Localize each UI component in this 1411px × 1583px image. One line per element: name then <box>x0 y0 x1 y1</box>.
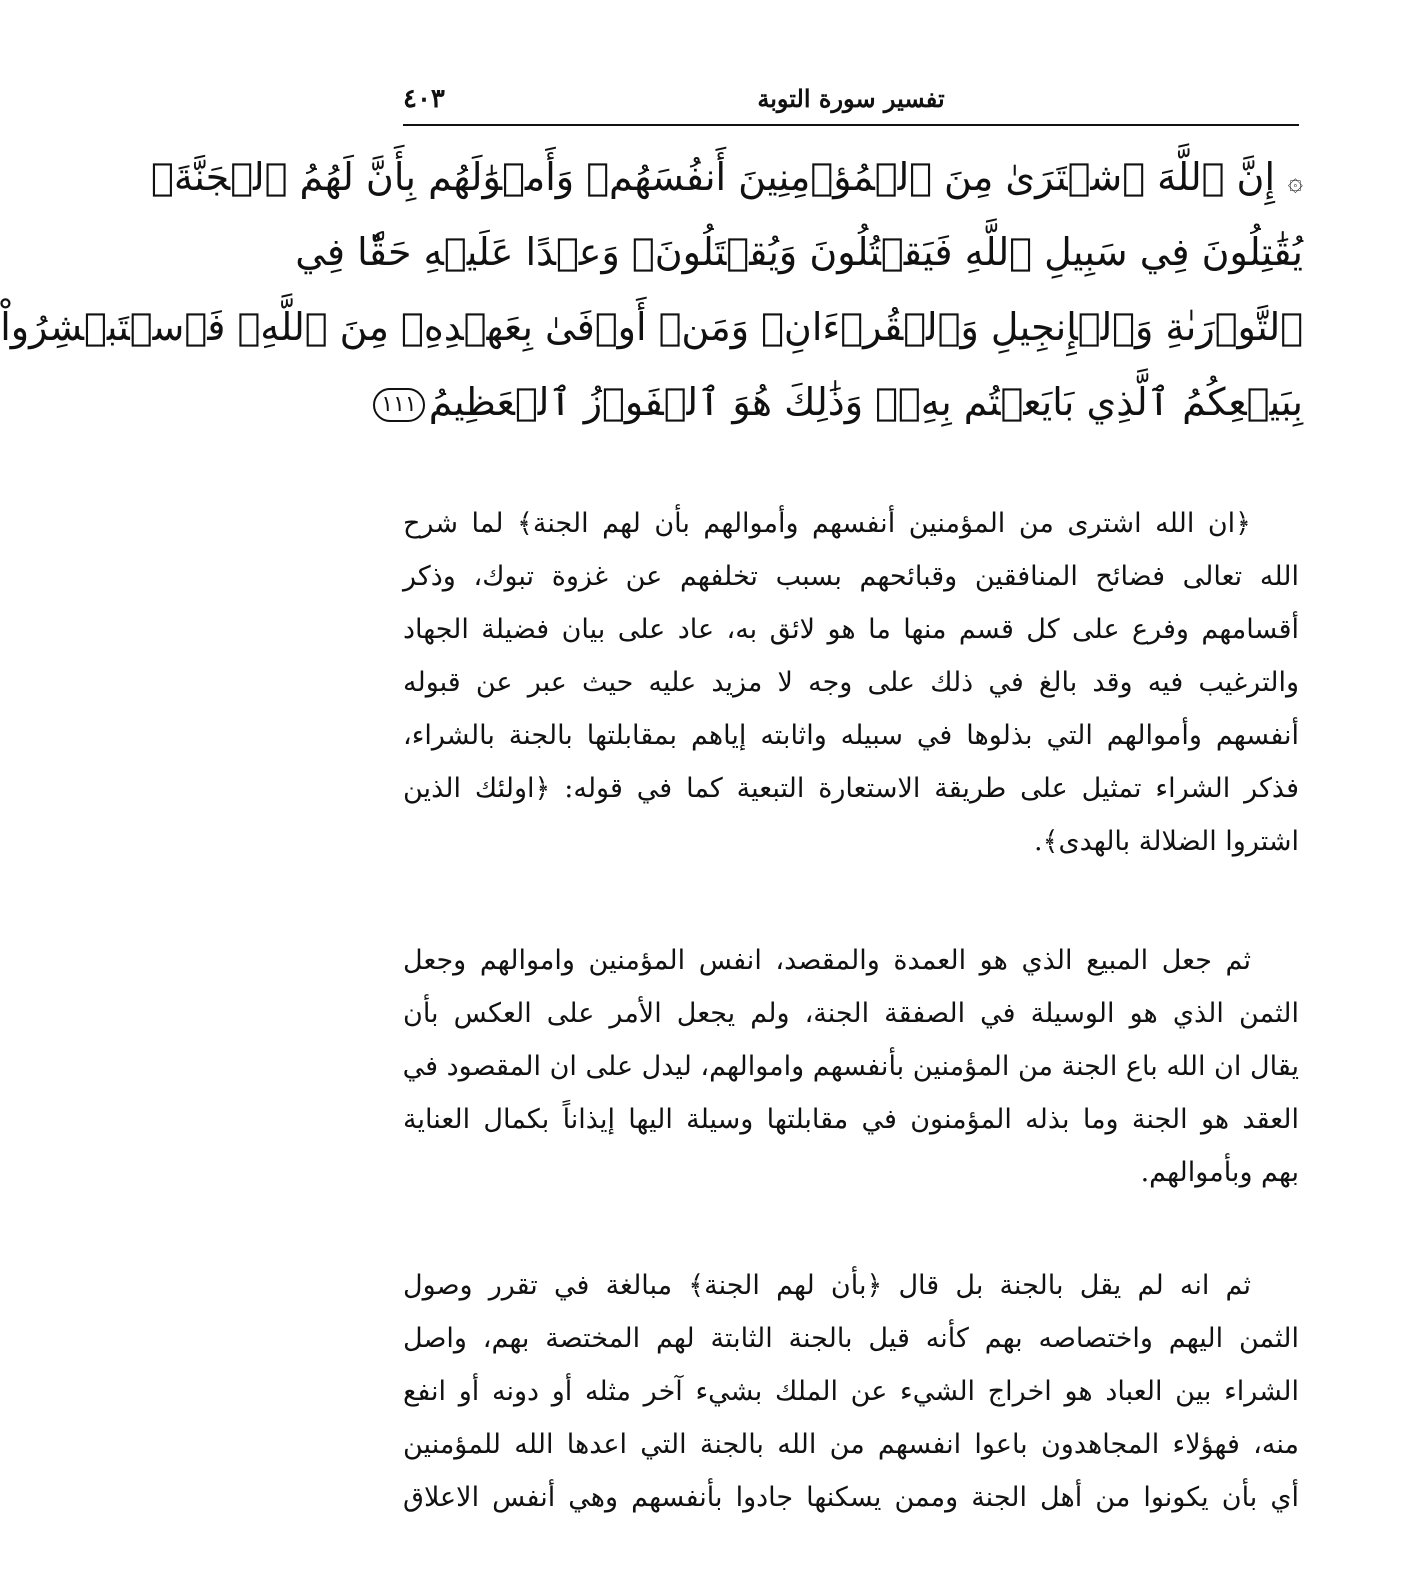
verse-text: بِبَيۡعِكُمُ ٱلَّذِي بَايَعۡتُم بِهِۦۚ وَذَٰلِكَ هُوَ ٱلۡفَوۡزُ ٱلۡعَظِيمُ <box>428 380 1303 424</box>
page-title: تفسير سورة التوبة <box>757 84 945 113</box>
commentary-paragraph <box>403 497 1299 868</box>
paragraph-line: أنفسهم وأموالهم التي بذلوها في سبيله واثابته إياهم بمقابلتها بالجنة بالشراء، <box>403 720 1299 751</box>
verse-text: ٱلتَّوۡرَىٰةِ وَٱلۡإِنجِيلِ وَٱلۡقُرۡءَانِۚ وَمَنۡ أَوۡفَىٰ بِعَهۡدِهِۦ مِنَ ٱللَّهِۚ فَٱسۡتَبۡشِرُواْ <box>0 305 1303 349</box>
paragraph-line: أي بأن يكونوا من أهل الجنة وممن يسكنها جادوا بأنفسهم وهي أنفس الاعلاق <box>403 1482 1299 1513</box>
paragraph-line: ﴿ان الله اشترى من المؤمنين أنفسهم وأموالهم بأن لهم الجنة﴾ لما شرح <box>403 508 1251 539</box>
paragraph-line: العقد هو الجنة وما بذله المؤمنون في مقابلتها وسيلة اليها إيذاناً بكمال العناية <box>403 1104 1299 1135</box>
paragraph-line: أقسامهم وفرع على كل قسم منها ما هو لائق به، عاد على بيان فضيلة الجهاد <box>403 614 1299 645</box>
paragraph-line: يقال ان الله باع الجنة من المؤمنين بأنفسهم واموالهم، ليدل على ان المقصود في <box>402 1051 1299 1082</box>
paragraph-line: الثمن اليهم واختصاصه بهم كأنه قيل بالجنة الثابتة لهم المختصة بهم، واصل <box>403 1323 1299 1354</box>
rub-el-hizb-icon: ۞ <box>1287 167 1303 197</box>
commentary-paragraph <box>403 1259 1299 1524</box>
ayah-number-badge: ١١١ <box>373 388 424 422</box>
verse-text: إِنَّ ٱللَّهَ ٱشۡتَرَىٰ مِنَ ٱلۡمُؤۡمِنِينَ أَنفُسَهُمۡ وَأَمۡوَٰلَهُم بِأَنَّ لَهُمُ ٱلۡجَنَّةَۚ <box>151 155 1275 199</box>
paragraph-line: والترغيب فيه وقد بالغ في ذلك على وجه لا مزيد عليه حيث عبر عن قبوله <box>403 667 1299 698</box>
paragraph-line: بهم وبأموالهم. <box>1140 1157 1299 1188</box>
paragraph-line: اشتروا الضلالة بالهدى﴾. <box>1034 826 1299 857</box>
paragraph-line: فذكر الشراء تمثيل على طريقة الاستعارة التبعية كما في قوله: ﴿اولئك الذين <box>403 773 1299 804</box>
paragraph-line: ثم جعل المبيع الذي هو العمدة والمقصد، انفس المؤمنين واموالهم وجعل <box>403 945 1251 976</box>
running-header <box>403 82 1299 126</box>
paragraph-line: الشراء بين العباد هو اخراج الشيء عن الملك بشيء آخر مثله أو دونه أو انفع <box>403 1376 1299 1407</box>
paragraph-line: منه، فهؤلاء المجاهدون باعوا انفسهم من الله بالجنة التي اعدها الله للمؤمنين <box>403 1429 1299 1460</box>
commentary-paragraph <box>403 934 1299 1199</box>
verse-line <box>151 140 1303 215</box>
verse-line <box>295 215 1303 290</box>
paragraph-line: ثم انه لم يقل بالجنة بل قال ﴿بأن لهم الجنة﴾ مبالغة في تقرر وصول <box>403 1270 1251 1301</box>
verse-line <box>381 365 1303 440</box>
paragraph-line: الله تعالى فضائح المنافقين وقبائحهم بسبب تخلفهم عن غزوة تبوك، وذكر <box>403 561 1299 592</box>
quran-verse <box>0 140 1303 440</box>
page-number: ٤٠٣ <box>403 84 445 114</box>
paragraph-line: الثمن الذي هو الوسيلة في الصفقة الجنة، ولم يجعل الأمر على العكس بأن <box>403 998 1299 1029</box>
verse-line <box>0 290 1303 365</box>
verse-text: يُقَٰتِلُونَ فِي سَبِيلِ ٱللَّهِ فَيَقۡتُلُونَ وَيُقۡتَلُونَۖ وَعۡدًا عَلَيۡهِ حَقّٗا فِي <box>295 230 1303 274</box>
